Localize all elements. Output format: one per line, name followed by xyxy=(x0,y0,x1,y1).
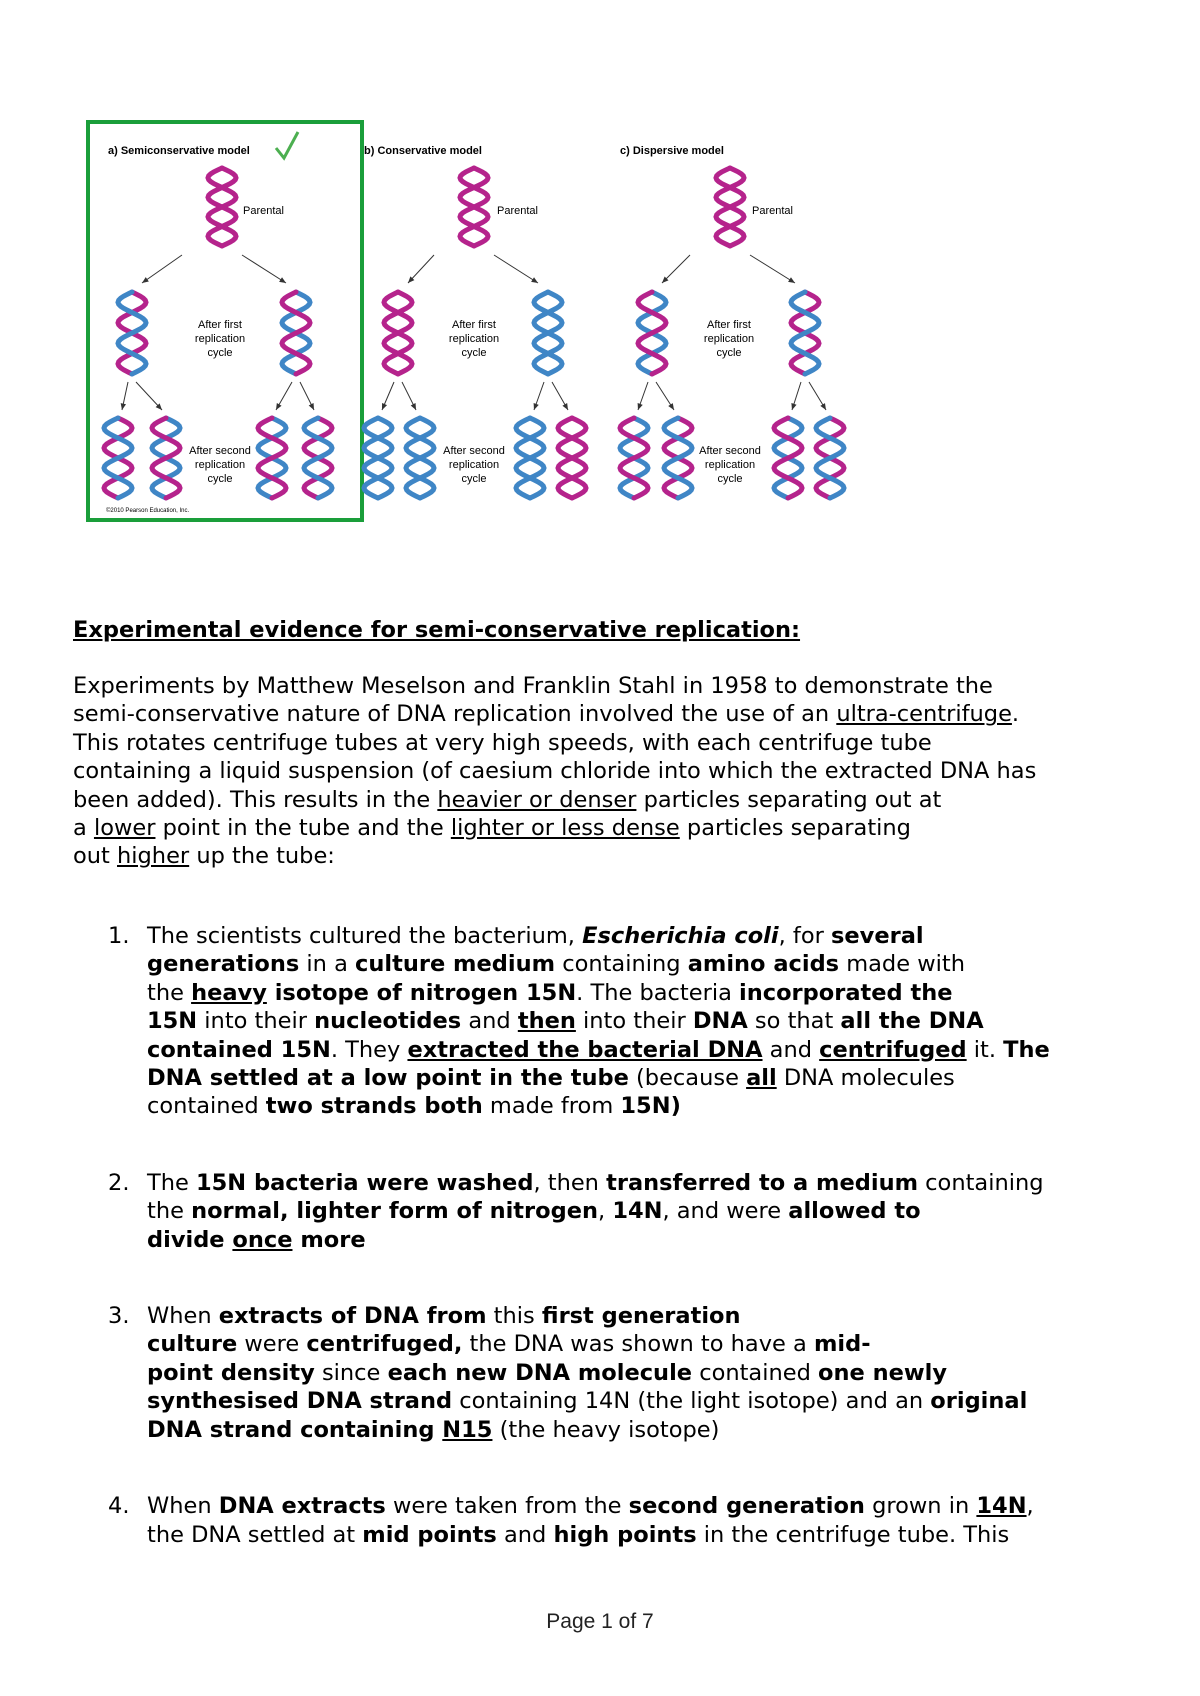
t: in a xyxy=(299,951,356,978)
t: once xyxy=(232,1226,293,1253)
t: since xyxy=(314,1359,388,1386)
list-number: 3. xyxy=(108,1303,130,1330)
t: (because xyxy=(628,1065,747,1092)
panel-b-after-second-1: After second xyxy=(443,445,505,457)
panel-a-after-second-1: After second xyxy=(189,445,251,457)
arrow-head-icon xyxy=(562,403,568,410)
arrow-line xyxy=(494,255,538,283)
t: then xyxy=(517,1008,576,1035)
t: it. xyxy=(966,1036,1004,1063)
intro-line xyxy=(73,672,1143,700)
t: (the heavy isotope) xyxy=(492,1416,720,1443)
intro-line xyxy=(73,786,1143,814)
intro-text: This rotates centrifuge tubes at very high speeds, with each centrifuge tube xyxy=(73,729,932,756)
replication-models-figure xyxy=(60,120,940,580)
t: isotope of nitrogen 15N xyxy=(266,979,577,1006)
t: centrifuged xyxy=(819,1036,967,1063)
t: culture xyxy=(147,1331,238,1358)
t: , xyxy=(598,1198,613,1225)
checkmark-icon xyxy=(276,132,298,158)
t: The xyxy=(1003,1036,1050,1063)
arrow-head-icon xyxy=(279,277,286,283)
t: , then xyxy=(533,1169,607,1196)
arrow-head-icon xyxy=(142,277,149,283)
panel-c-after-first-1: After first xyxy=(706,319,752,331)
list-item xyxy=(73,1492,1153,1549)
t: , and were xyxy=(662,1198,789,1225)
t: several xyxy=(831,923,924,949)
t: and xyxy=(496,1521,554,1548)
intro-line xyxy=(73,757,1143,785)
panel-a-after-second-3: cycle xyxy=(207,473,233,485)
t: contained xyxy=(692,1359,819,1386)
term-ultra-centrifuge: ultra-centrifuge xyxy=(836,701,1012,728)
t: more xyxy=(292,1226,366,1253)
panel-a-label: a) Semiconservative model xyxy=(108,145,250,157)
panel-b-after-second-2: replication xyxy=(448,459,500,471)
intro-paragraph xyxy=(73,672,1143,871)
t: , xyxy=(1026,1493,1034,1520)
t: grown in xyxy=(864,1493,977,1520)
t: , for xyxy=(778,923,832,949)
t: divide xyxy=(147,1226,233,1253)
t: 15N bacteria were washed xyxy=(196,1169,534,1196)
intro-text: point in the tube and the xyxy=(155,815,451,842)
panel-a-after-first-3: cycle xyxy=(207,347,233,359)
t: into their xyxy=(197,1008,315,1035)
t: amino acids xyxy=(687,951,840,978)
t: in the centrifuge tube. This xyxy=(696,1521,1010,1548)
panel-b-after-first-3: cycle xyxy=(461,347,487,359)
t: containing xyxy=(555,951,688,978)
t: The xyxy=(147,1169,196,1196)
panel-c-parental-label: Parental xyxy=(752,205,793,217)
intro-text: been added). This results in the xyxy=(73,786,438,813)
intro-text: out xyxy=(73,843,118,870)
intro-text: . xyxy=(1011,701,1020,728)
panel-c-after-first-2: replication xyxy=(703,333,755,345)
t: incorporated the xyxy=(739,979,953,1006)
intro-text: up the tube: xyxy=(189,843,335,870)
panel-a-after-first-2: replication xyxy=(194,333,246,345)
t: nucleotides xyxy=(314,1008,462,1035)
t: the DNA was shown to have a xyxy=(462,1331,814,1358)
t: so that xyxy=(747,1008,841,1035)
arrow-head-icon xyxy=(534,403,539,410)
t: into their xyxy=(575,1008,693,1035)
arrow-line xyxy=(750,255,795,283)
t: original xyxy=(930,1388,1028,1415)
t: second generation xyxy=(628,1493,865,1520)
panel-a-parental-label: Parental xyxy=(243,205,284,217)
list-item xyxy=(73,1169,1153,1254)
t: 14N xyxy=(976,1493,1027,1520)
term-lighter: lighter or less dense xyxy=(450,815,680,842)
t: allowed to xyxy=(788,1198,921,1225)
term-lower: lower xyxy=(93,815,156,842)
t: DNA extracts xyxy=(218,1493,386,1520)
t: Escherichia coli xyxy=(582,923,779,949)
t: When xyxy=(147,1493,219,1520)
panel-c-after-second-1: After second xyxy=(699,445,761,457)
t: contained 15N xyxy=(147,1036,331,1063)
intro-text: semi-conservative nature of DNA replication involved the use of an xyxy=(73,701,837,728)
intro-line xyxy=(73,842,1143,870)
t: synthesised DNA strand xyxy=(147,1388,453,1415)
intro-text: a xyxy=(73,815,94,842)
list-item xyxy=(73,922,1153,1121)
arrow-head-icon xyxy=(820,403,826,410)
t: The scientists cultured the bacterium, xyxy=(147,923,583,949)
arrow-head-icon xyxy=(668,403,674,410)
t: the xyxy=(147,1198,192,1225)
t: 15N xyxy=(147,1008,198,1035)
t: mid- xyxy=(813,1331,871,1358)
intro-text: Experiments by Matthew Meselson and Franklin Stahl in 1958 to demonstrate the xyxy=(73,673,993,699)
panel-b-after-first-2: replication xyxy=(448,333,500,345)
t: made from xyxy=(482,1093,621,1120)
arrow-head-icon xyxy=(276,403,282,410)
t: ) xyxy=(670,1093,681,1120)
t: extracted the bacterial DNA xyxy=(407,1036,763,1063)
t: the DNA settled at xyxy=(147,1521,363,1548)
t: generations xyxy=(147,951,300,978)
list-number: 1. xyxy=(108,923,130,949)
term-higher: higher xyxy=(117,843,190,870)
experiment-steps-list xyxy=(73,922,1153,1597)
page-footer: Page 1 of 7 xyxy=(546,1610,654,1633)
panel-b-after-first-1: After first xyxy=(451,319,497,331)
t: normal, lighter form of nitrogen xyxy=(191,1198,598,1225)
arrow-head-icon xyxy=(791,403,796,410)
arrow-head-icon xyxy=(788,277,795,283)
t: were taken from the xyxy=(385,1493,629,1520)
section-title: Experimental evidence for semi-conservative replication: xyxy=(73,617,801,643)
t: DNA strand containing xyxy=(147,1416,443,1443)
arrow-line xyxy=(142,255,182,283)
t: containing 14N (the light isotope) and an xyxy=(452,1388,931,1415)
list-number: 2. xyxy=(108,1169,130,1196)
t: were xyxy=(237,1331,307,1358)
t: two strands both xyxy=(265,1093,483,1120)
panel-a-after-second-2: replication xyxy=(194,459,246,471)
t: 15N xyxy=(620,1093,671,1120)
t: mid points xyxy=(362,1521,497,1548)
t: containing xyxy=(918,1169,1044,1196)
t: centrifuged, xyxy=(306,1331,463,1358)
t: one newly xyxy=(818,1359,948,1386)
t: When xyxy=(147,1303,219,1330)
intro-text: containing a liquid suspension (of caesium chloride into which the extracted DNA has xyxy=(73,758,1037,785)
term-heavier: heavier or denser xyxy=(437,786,637,813)
panel-c-after-second-3: cycle xyxy=(717,473,743,485)
t: and xyxy=(461,1008,518,1035)
t: all xyxy=(746,1065,777,1092)
intro-line xyxy=(73,700,1143,728)
panel-b-parental-label: Parental xyxy=(497,205,538,217)
t: made with xyxy=(839,951,965,978)
figure-copyright: ©2010 Pearson Education, Inc. xyxy=(106,508,190,514)
intro-text: particles separating xyxy=(679,815,911,842)
panel-c-after-second-2: replication xyxy=(704,459,756,471)
panel-c-after-first-3: cycle xyxy=(716,347,742,359)
intro-line xyxy=(73,729,1143,757)
t: all the DNA xyxy=(840,1008,984,1035)
arrow-head-icon xyxy=(121,403,126,410)
panel-b-label: b) Conservative model xyxy=(364,145,482,157)
arrow-line xyxy=(242,255,286,283)
t: extracts of DNA from xyxy=(218,1303,487,1330)
t: and xyxy=(762,1036,820,1063)
panel-c-label: c) Dispersive model xyxy=(620,145,724,157)
arrow-head-icon xyxy=(638,403,643,410)
t: . The bacteria xyxy=(576,979,740,1006)
t: DNA molecules xyxy=(776,1065,955,1092)
t: 14N xyxy=(612,1198,663,1225)
t: each new DNA molecule xyxy=(387,1359,693,1386)
list-number: 4. xyxy=(108,1493,130,1520)
arrow-head-icon xyxy=(531,277,538,283)
t: heavy xyxy=(191,979,267,1006)
t: high points xyxy=(553,1521,697,1548)
list-item xyxy=(73,1302,1153,1444)
replication-models-diagram xyxy=(60,120,940,580)
intro-text: particles separating out at xyxy=(636,786,942,813)
t: point density xyxy=(147,1359,315,1386)
intro-line xyxy=(73,814,1143,842)
t: first generation xyxy=(541,1303,741,1330)
panel-a-after-first-1: After first xyxy=(197,319,243,331)
t: transferred to a medium xyxy=(606,1169,919,1196)
t: N15 xyxy=(442,1416,493,1443)
panel-b-after-second-3: cycle xyxy=(461,473,487,485)
t: DNA xyxy=(692,1008,748,1035)
t: . They xyxy=(330,1036,408,1063)
t: this xyxy=(486,1303,542,1330)
t: culture medium xyxy=(355,951,556,978)
t: contained xyxy=(147,1093,266,1120)
t: DNA settled at a low point in the tube xyxy=(147,1065,629,1092)
t: the xyxy=(147,979,192,1006)
